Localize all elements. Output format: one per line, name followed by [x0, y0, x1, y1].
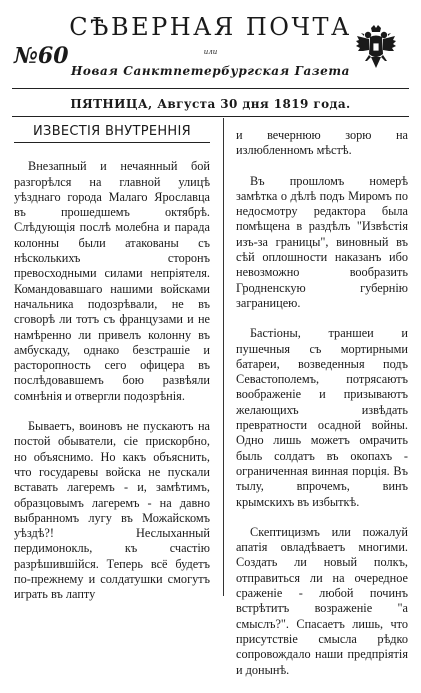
article-paragraph: Въ прошломъ номерѣ замѣтка о дѣлѣ подъ Миромъ по недосмотру редактора была помѣщена в раздѣлъ "Извѣстія изъ-за границы", виновный въ сѣй оплошности наказанъ ибо невозможно вообразить Гродненскую губернію заграницею. — [236, 173, 408, 310]
article-paragraph: Скептицизмъ или пожалуй апатія овладѣваетъ многими. Создать ли новый полкъ, отправиться ли на очередное сраженіе - любой починъ встрѣтитъ возраженіе "а смыслъ?". Спасаетъ лишь, что присутствіе смысла рѣдко сопровождало наши предпріятія и донынѣ. — [236, 524, 408, 677]
column-divider — [223, 118, 224, 596]
issue-number: №60 — [14, 43, 69, 69]
article-paragraph: Бываетъ, воиновъ не пускаютъ на постой обыватели, сіе прискорбно, но объяснимо. Но какъ объяснить, что государевы войска не пускали вставать лагеремъ - и, замѣтимъ, образцовымъ лагеремъ - на давно выбранномъ лугу въ Можайскомъ уѣздѣ?! Неслыханный пердимонокль, къ счастію разрѣшившійся. Теперь всё будетъ по-прежнему и солдатушки смогутъ играть въ лапту — [14, 419, 210, 602]
top-rule — [12, 88, 409, 89]
newspaper-title: СѢВЕРНАЯ ПОЧТА — [69, 13, 352, 41]
article-paragraph: Бастіоны, траншеи и пушечныя съ мортирными батареи, возведенныя подъ Севастополемъ, потрясаютъ воображеніе и призываютъ желающихъ извѣдать превратности осадной войны. Одно лишь можетъ омрачить быль солдатъ въ окопахъ - ограниченная винная порція. Въ тылу, впрочемъ, винъ крымскихъ въ избыткѣ. — [236, 326, 408, 509]
section-heading: ИЗВЕСТІЯ ВНУТРЕННІЯ — [14, 124, 210, 143]
title-connector: или — [203, 48, 218, 56]
article-paragraph: и вечернюю зорю на излюбленномъ мѣстѣ. — [236, 128, 408, 158]
article-paragraph: Внезапный и нечаянный бой разгорѣлся на главной улицѣ уѣзднаго города Малаго Ярославца въ прошедшемъ октябрѣ. Слѣдующія послѣ молебна и парада колонны были атакованы съ нѣсколькихъ сторонъ превосходными силами непріятеля. Командовавшаго нашими войсками начальника подозрѣвали, не въ сговорѣ ли тотъ съ французами и не намѣренно ли привелъ колонну въ амбускаду, однако безстрашіе и расторопность сего офицера въ послѣдовавшемъ бою развѣяли сомнѣнія и отвергли подозрѣнія. — [14, 159, 210, 403]
double-headed-eagle-icon — [354, 24, 398, 72]
newspaper-subtitle: Новая Санктпетербургская Газета — [70, 64, 351, 78]
masthead — [0, 0, 421, 111]
left-column — [14, 124, 210, 618]
dateline-rule — [12, 116, 409, 117]
dateline: ПЯТНИЦА, Августа 30 дня 1819 года. — [70, 97, 351, 111]
right-column — [236, 128, 408, 693]
